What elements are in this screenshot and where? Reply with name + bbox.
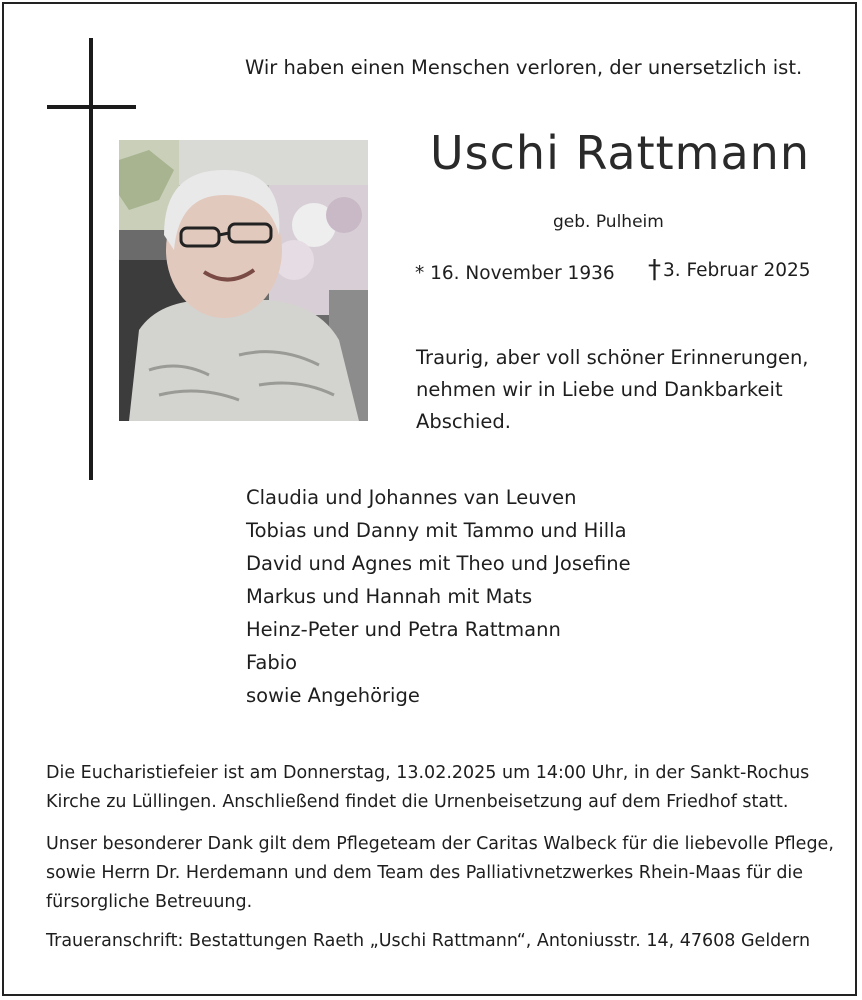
maiden-name: geb. Pulheim bbox=[553, 212, 664, 232]
family-member: sowie Angehörige bbox=[246, 684, 420, 707]
cross-horizontal-beam bbox=[47, 105, 136, 109]
family-member: Markus und Hannah mit Mats bbox=[246, 585, 533, 608]
family-list bbox=[246, 481, 631, 712]
mourning-line: Abschied. bbox=[416, 410, 511, 433]
mourning-message bbox=[416, 342, 809, 438]
dagger-icon: † bbox=[648, 255, 661, 285]
family-member: Fabio bbox=[246, 651, 298, 674]
portrait-photo bbox=[119, 140, 368, 421]
death-date: 3. Februar 2025 bbox=[663, 260, 811, 281]
family-member: Tobias und Danny mit Tammo und Hilla bbox=[246, 519, 627, 542]
intro-line: Wir haben einen Menschen verloren, der unersetzlich ist. bbox=[245, 56, 803, 79]
family-member: David und Agnes mit Theo und Josefine bbox=[246, 552, 631, 575]
mourning-line: Traurig, aber voll schöner Erinnerungen, bbox=[416, 346, 809, 369]
service-info: Die Eucharistiefeier ist am Donnerstag, 13.02.2025 um 14:00 Uhr, in der Sankt-Rochus Kirche zu Lüllingen. Anschließend findet die Urnenbeisetzung auf dem Friedhof statt. bbox=[46, 763, 810, 812]
death-date-group bbox=[648, 255, 811, 285]
family-member: Heinz-Peter und Petra Rattmann bbox=[246, 618, 561, 641]
birth-date: * 16. November 1936 bbox=[415, 263, 615, 284]
thanks-note: Unser besonderer Dank gilt dem Pflegeteam der Caritas Walbeck für die liebevolle Pflege, sowie Herrn Dr. Herdemann und dem Team des Palliativnetzwerkes Rhein-Maas für die fürsorgliche Betreuung. bbox=[46, 834, 834, 912]
mourning-address: Traueranschrift: Bestattungen Raeth „Uschi Rattmann“, Antoniusstr. 14, 47608 Geldern bbox=[46, 931, 811, 951]
family-member: Claudia und Johannes van Leuven bbox=[246, 486, 577, 509]
mourning-line: nehmen wir in Liebe und Dankbarkeit bbox=[416, 378, 783, 401]
deceased-name: Uschi Rattmann bbox=[429, 126, 810, 180]
